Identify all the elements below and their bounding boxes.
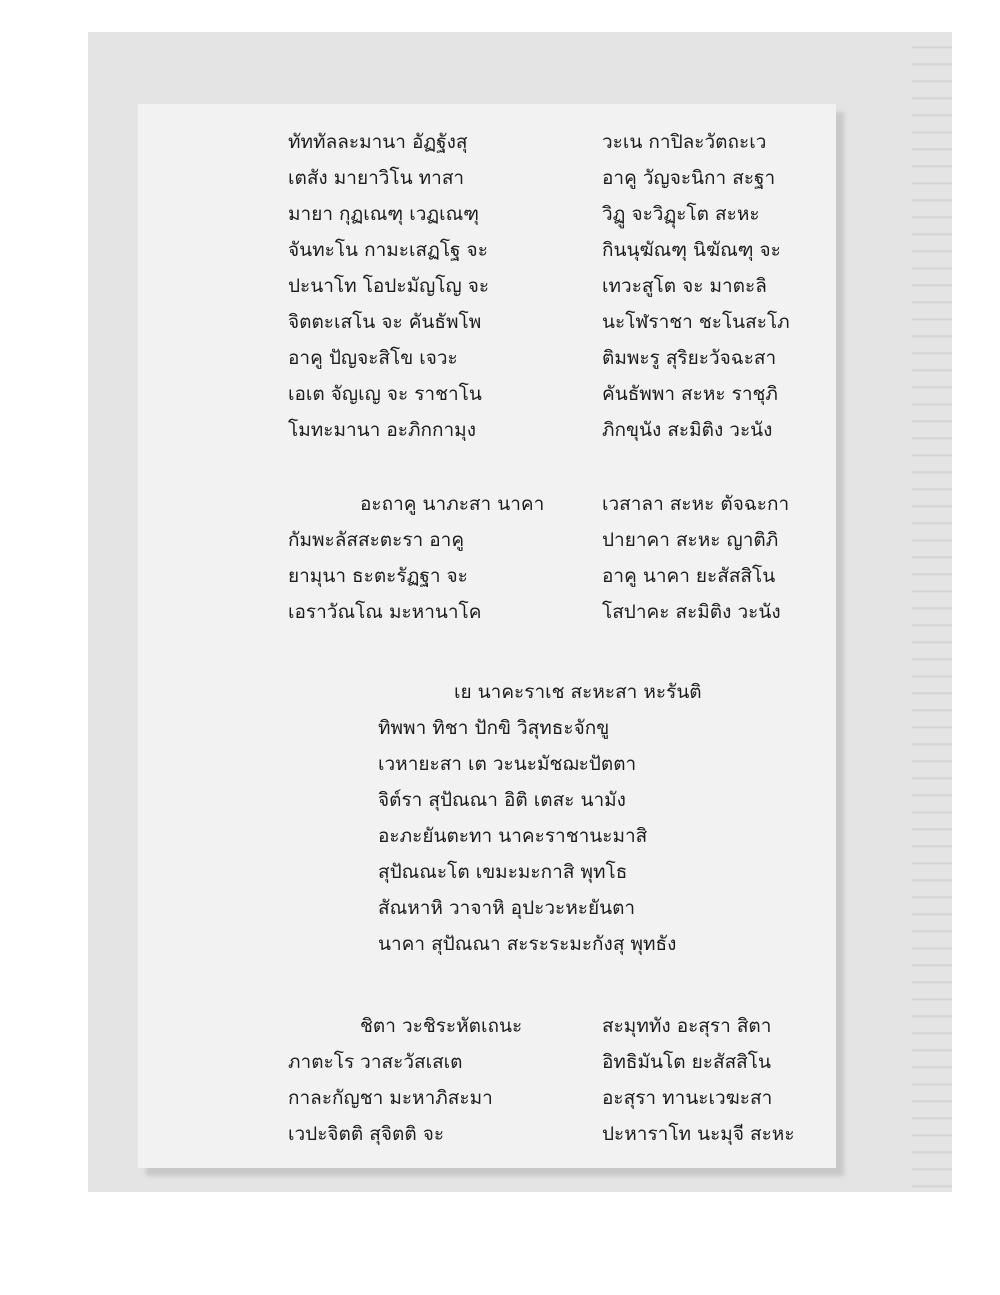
verse-line: โสปาคะ สะมิติง วะนัง [602, 601, 781, 623]
verse-line: ปะนาโท โอปะมัญโญ จะ [288, 275, 490, 297]
verse-line: สุปัณณะโต เขมะมะกาสิ พุทโธ [378, 861, 628, 883]
verse-line: จันทะโน กามะเสฏโฐ จะ [288, 239, 488, 261]
verse-line: ปายาคา สะหะ ญาติภิ [602, 529, 779, 551]
verse-line: เวหายะสา เต วะนะมัชฌะปัตตา [378, 753, 637, 775]
verse-line: กินนุฆัณฑุ นิฆัณฑุ จะ [602, 239, 781, 261]
verse-line: สะมุททัง อะสุรา สิตา [602, 1015, 772, 1037]
verse-line: สัณหาหิ วาจาหิ อุปะวะหะยันตา [378, 897, 636, 919]
scanned-page [88, 32, 952, 1192]
verse-line: เทวะสูโต จะ มาตะลิ [602, 275, 767, 297]
verse-line: จิตตะเสโน จะ คันธัพโพ [288, 311, 482, 333]
verse-line: ภาตะโร วาสะวัสเสเต [288, 1051, 463, 1073]
verse-line: อิทธิมันโต ยะสัสสิโน [602, 1051, 771, 1073]
verse-line: เย นาคะราเช สะหะสา หะรันติ [454, 681, 702, 703]
verse-line: เอเต จัญเญ จะ ราชาโน [288, 383, 482, 405]
verse-line: เตสัง มายาวิโน ทาสา [288, 167, 465, 189]
verse-line: เอราวัณโณ มะหานาโค [288, 601, 482, 623]
verse-line: อาคู วัญจะนิกา สะฐา [602, 167, 776, 189]
verse-line: จิต์รา สุปัณณา อิติ เตสะ นามัง [378, 789, 626, 811]
verse-line: กัมพะลัสสะตะรา อาคู [288, 529, 465, 551]
verse-line: อาคู นาคา ยะสัสสิโน [602, 565, 776, 587]
verse-line: มายา กุฏเณฑุ เวฏเณฑุ [288, 203, 480, 225]
verse-line: เวปะจิตติ สุจิตติ จะ [288, 1123, 445, 1145]
verse-line: นะโฬราชา ชะโนสะโภ [602, 311, 790, 333]
verse-line: ชิตา วะชิระหัตเถนะ [360, 1015, 523, 1037]
verse-line: ยามุนา ธะตะรัฏฐา จะ [288, 565, 468, 587]
verse-line: ปะหาราโท นะมุจี สะหะ [602, 1123, 795, 1145]
verse-line: คันธัพพา สะหะ ราชุภิ [602, 383, 778, 405]
verse-line: อาคู ปัญจะสิโข เจวะ [288, 347, 458, 369]
verse-line: อะภะยันตะทา นาคะราชานะมาสิ [378, 825, 648, 847]
verse-line: นาคา สุปัณณา สะระระมะกังสุ พุทธัง [378, 933, 677, 955]
book-page-edge [912, 32, 952, 1192]
verse-line: ทิพพา ทิชา ปักขิ วิสุทธะจักขู [378, 717, 610, 739]
verse-line: ภิกขุนัง สะมิติง วะนัง [602, 419, 773, 441]
paper-sheet [138, 104, 836, 1168]
verse-line: อะสุรา ทานะเวฆะสา [602, 1087, 773, 1109]
verse-line: วิฏู จะวิฏุะโต สะหะ [602, 203, 760, 225]
verse-line: กาละกัญชา มะหาภิสะมา [288, 1087, 493, 1109]
verse-line: โมทะมานา อะภิกกามุง [288, 419, 476, 441]
verse-line: ทัททัลละมานา อัฏฐังสุ [288, 131, 468, 153]
verse-line: ติมพะรู สุริยะวัจฉะสา [602, 347, 777, 369]
verse-line: วะเน กาปิละวัตถะเว [602, 131, 767, 153]
verse-line: อะถาคู นาภะสา นาคา [360, 493, 545, 515]
verse-line: เวสาลา สะหะ ตัจฉะกา [602, 493, 790, 515]
